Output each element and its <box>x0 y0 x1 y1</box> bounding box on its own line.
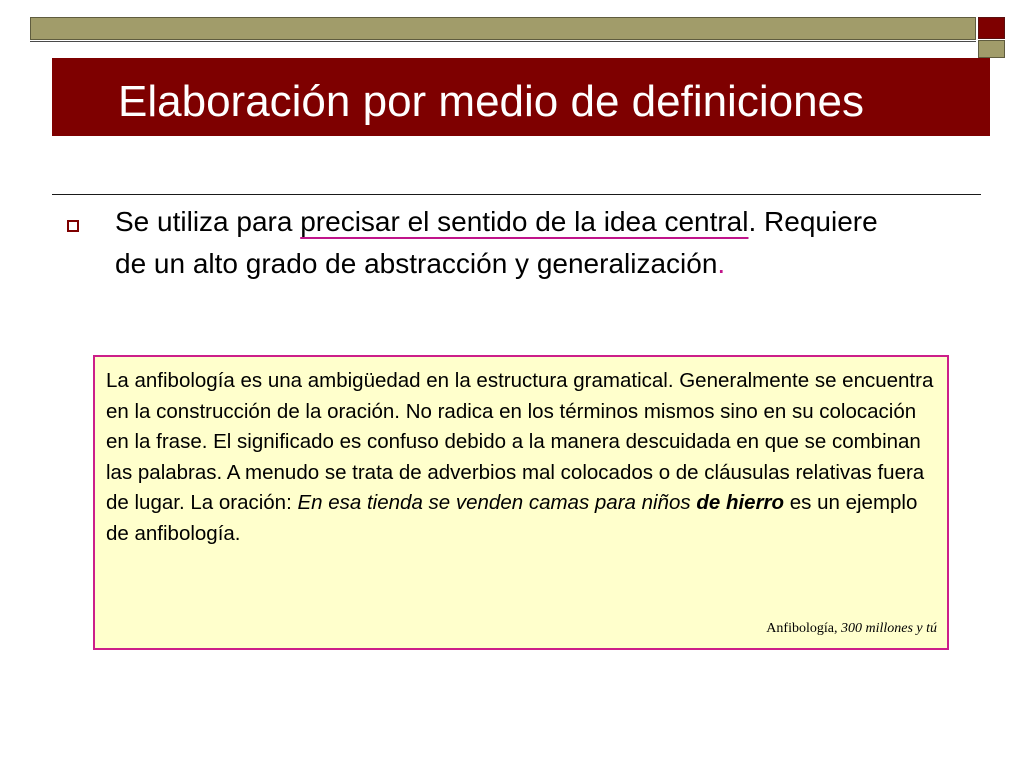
source-title: 300 millones y tú <box>840 621 937 636</box>
source-prefix: Anfibología, <box>766 621 841 636</box>
quote-example-italic: En esa tienda se venden camas para niños <box>297 491 697 514</box>
quote-box <box>93 355 949 650</box>
bullet-end-mark: . <box>717 248 726 279</box>
quote-source <box>766 621 937 637</box>
bullet-underlined-phrase: precisar el sentido de la idea central <box>300 206 749 237</box>
bullet-text-rest: . Requiere de un alto grado de abstracción y generalización <box>115 206 878 279</box>
quote-paragraph <box>106 366 936 549</box>
square-bullet-icon <box>67 220 79 232</box>
header-decor-bar <box>30 17 976 40</box>
corner-decor-olive <box>978 40 1005 58</box>
quote-example-bold: de hierro <box>696 491 785 514</box>
title-divider <box>52 194 981 195</box>
corner-decor-red <box>978 17 1005 39</box>
header-rule <box>30 41 976 42</box>
slide-title: Elaboración por medio de definiciones <box>118 77 865 126</box>
quote-text-end: es un ejemplo de anfibología. <box>106 491 918 545</box>
bullet-text-start: Se utiliza para <box>115 206 301 237</box>
bullet-paragraph <box>115 201 915 285</box>
quote-main-text: La anfibología es una ambigüedad en la estructura gramatical. Generalmente se encuentra en la construcción de la oración. No radica en los términos mismos sino en su colocación en la frase. El significado es confuso debido a la manera descuidada en que se combinan las palabras. A menudo se trata de adverbios mal colocados o de cláusulas relativas fuera de lugar. La oración: <box>106 369 934 514</box>
